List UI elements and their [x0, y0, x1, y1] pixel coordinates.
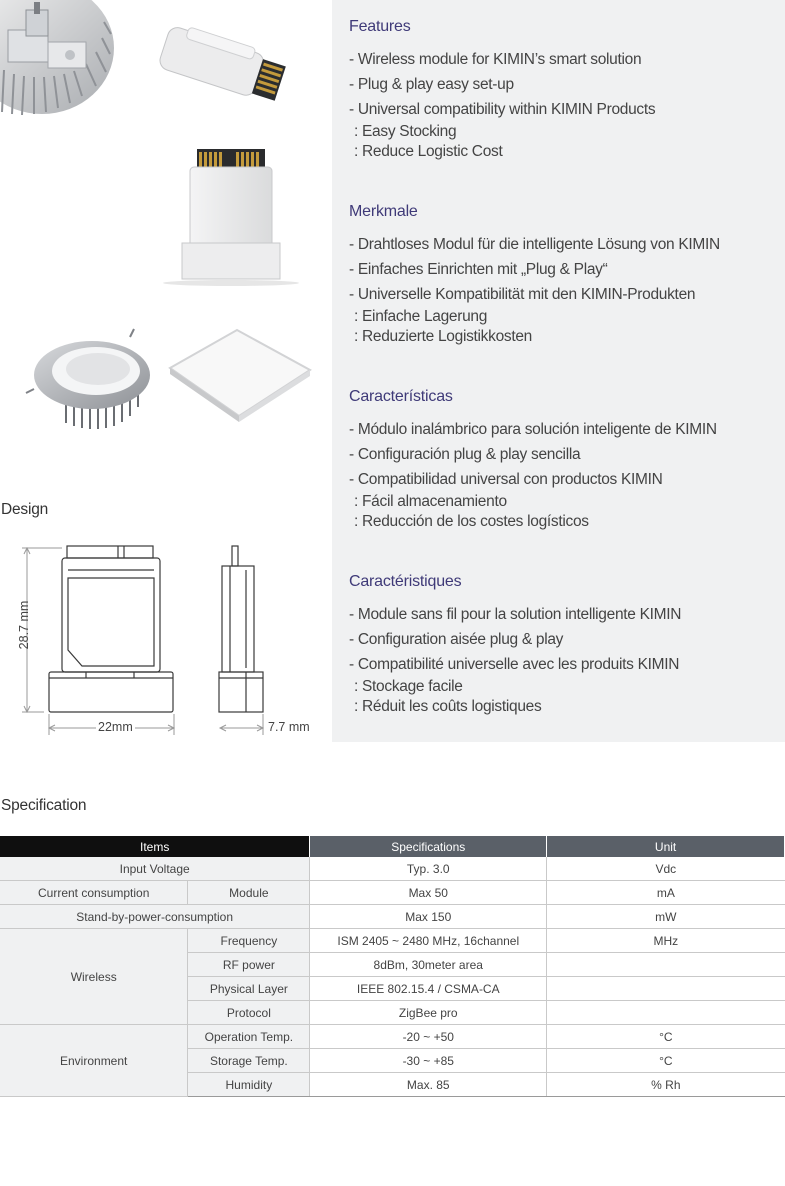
- feature-line: - Configuración plug & play sencilla: [349, 446, 581, 463]
- feature-line: - Plug & play easy set-up: [349, 76, 514, 93]
- table-header-row: [0, 836, 785, 857]
- subitem-cell: Storage Temp.: [188, 1049, 310, 1073]
- subitem-cell: Module: [188, 881, 310, 905]
- feature-line: - Wireless module for KIMIN’s smart solution: [349, 51, 642, 68]
- table-row: [0, 881, 785, 905]
- feature-line: - Universelle Kompatibilität mit den KIMIN-Produkten: [349, 286, 696, 303]
- specification-table: [0, 836, 785, 1097]
- feature-subline: : Reduzierte Logistikkosten: [354, 328, 532, 345]
- module-angled-image: [150, 22, 300, 107]
- spec-cell: ZigBee pro: [310, 1001, 547, 1025]
- feature-line: - Módulo inalámbrico para solución inteligente de KIMIN: [349, 421, 717, 438]
- features-es-block: [349, 388, 779, 532]
- feature-subline: : Easy Stocking: [354, 123, 457, 140]
- table-row: [0, 929, 785, 953]
- features-panel: [332, 0, 785, 742]
- features-fr-block: [349, 573, 779, 717]
- subitem-cell: RF power: [188, 953, 310, 977]
- feature-line: - Compatibilidad universal con productos KIMIN: [349, 471, 663, 488]
- unit-cell: °C: [547, 1049, 785, 1073]
- feature-line: - Configuration aisée plug & play: [349, 631, 564, 648]
- table-row: [0, 905, 785, 929]
- features-de-title: Merkmale: [349, 203, 418, 220]
- spec-cell: Max. 85: [310, 1073, 547, 1097]
- items-column-header: Items: [0, 836, 310, 857]
- unit-cell: MHz: [547, 929, 785, 953]
- feature-subline: : Reduce Logistic Cost: [354, 143, 503, 160]
- unit-cell: Vdc: [547, 857, 785, 881]
- feature-line: - Einfaches Einrichten mit „Plug & Play“: [349, 261, 608, 278]
- features-en-block: [349, 18, 779, 162]
- depth-dimension-label: 7.7 mm: [268, 720, 310, 734]
- feature-line: - Module sans fil pour la solution intelligente KIMIN: [349, 606, 682, 623]
- downlight-fixture-image: [0, 0, 120, 120]
- features-de-block: [349, 203, 779, 347]
- subitem-cell: Humidity: [188, 1073, 310, 1097]
- feature-line: - Drahtloses Modul für die intelligente Lösung von KIMIN: [349, 236, 720, 253]
- table-row: [0, 1025, 785, 1049]
- feature-subline: : Stockage facile: [354, 678, 463, 695]
- feature-line: - Compatibilité universelle avec les produits KIMIN: [349, 656, 680, 673]
- spec-cell: Max 50: [310, 881, 547, 905]
- spec-cell: -30 ~ +85: [310, 1049, 547, 1073]
- unit-cell: [547, 1001, 785, 1025]
- spec-cell: ISM 2405 ~ 2480 MHz, 16channel: [310, 929, 547, 953]
- height-dimension-label: 28.7 mm: [17, 600, 31, 650]
- specification-heading: Specification: [1, 797, 87, 814]
- spec-cell: 8dBm, 30meter area: [310, 953, 547, 977]
- feature-line: - Universal compatibility within KIMIN Products: [349, 101, 656, 118]
- features-fr-title: Caractéristiques: [349, 573, 462, 590]
- feature-subline: : Fácil almacenamiento: [354, 493, 507, 510]
- design-heading: Design: [1, 501, 49, 518]
- product-images-column: [0, 0, 330, 745]
- spec-cell: IEEE 802.15.4 / CSMA-CA: [310, 977, 547, 1001]
- feature-subline: : Réduit les coûts logistiques: [354, 698, 542, 715]
- table-row: [0, 857, 785, 881]
- spec-cell: Max 150: [310, 905, 547, 929]
- specifications-column-header: Specifications: [310, 836, 547, 857]
- unit-cell: °C: [547, 1025, 785, 1049]
- features-en-title: Features: [349, 18, 411, 35]
- flat-panel-light-image: [165, 320, 315, 430]
- spec-cell: Typ. 3.0: [310, 857, 547, 881]
- unit-column-header: Unit: [547, 836, 785, 857]
- module-upright-image: [160, 145, 300, 290]
- subitem-cell: Frequency: [188, 929, 310, 953]
- features-es-title: Características: [349, 388, 453, 405]
- unit-cell: mW: [547, 905, 785, 929]
- item-cell: Input Voltage: [0, 857, 310, 881]
- unit-cell: % Rh: [547, 1073, 785, 1097]
- unit-cell: [547, 953, 785, 977]
- width-dimension-label: 22mm: [98, 720, 133, 734]
- subitem-cell: Operation Temp.: [188, 1025, 310, 1049]
- spec-cell: -20 ~ +50: [310, 1025, 547, 1049]
- feature-subline: : Einfache Lagerung: [354, 308, 488, 325]
- feature-subline: : Reducción de los costes logísticos: [354, 513, 589, 530]
- item-cell: Current consumption: [0, 881, 188, 905]
- subitem-cell: Physical Layer: [188, 977, 310, 1001]
- unit-cell: mA: [547, 881, 785, 905]
- subitem-cell: Protocol: [188, 1001, 310, 1025]
- unit-cell: [547, 977, 785, 1001]
- item-cell: Environment: [0, 1025, 188, 1097]
- item-cell: Stand-by-power-consumption: [0, 905, 310, 929]
- item-cell: Wireless: [0, 929, 188, 1025]
- design-dimension-drawing: [0, 540, 330, 740]
- recessed-downlight-image: [22, 325, 162, 435]
